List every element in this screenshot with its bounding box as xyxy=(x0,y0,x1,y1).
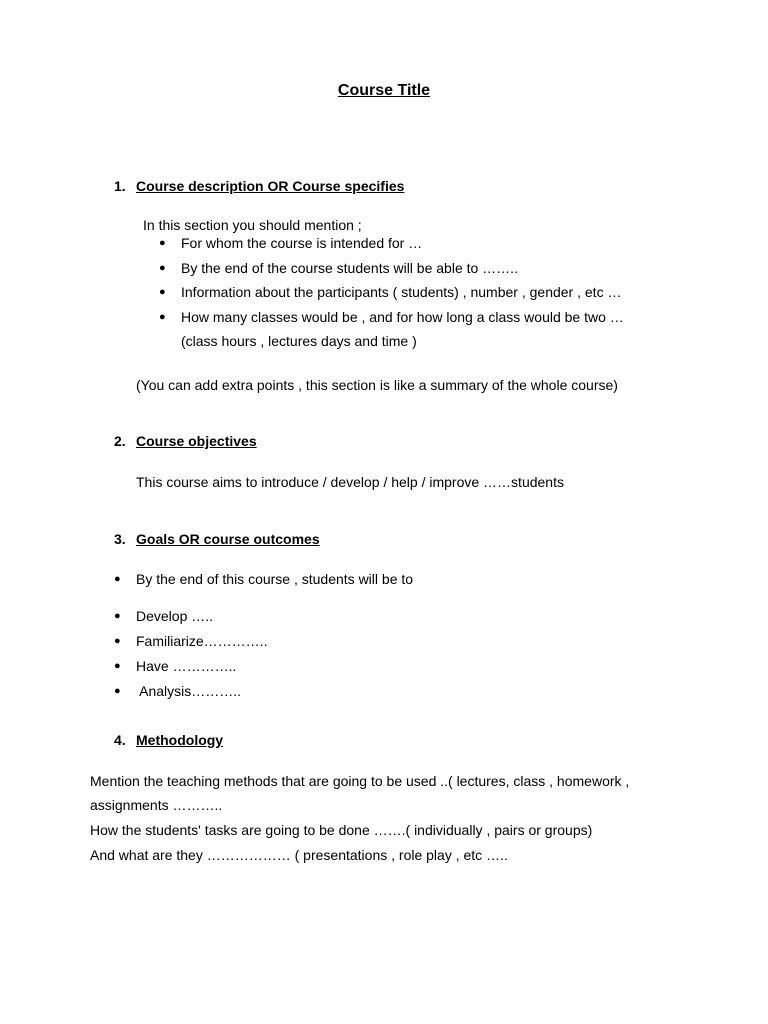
bullet-icon: ● xyxy=(159,237,166,249)
section-heading-text: Goals OR course outcomes xyxy=(136,531,320,547)
section-heading-text: Methodology xyxy=(136,732,224,748)
methodology-line: assignments ……….. xyxy=(90,797,223,813)
bullet-continuation: (class hours , lectures days and time ) xyxy=(181,333,417,349)
section-number: 2. xyxy=(114,433,126,449)
bullet-icon: ● xyxy=(159,311,166,323)
methodology-line: Mention the teaching methods that are going to be used ..( lectures, class , homework , xyxy=(90,773,630,789)
bullet-icon: ● xyxy=(159,286,166,298)
section-heading-text: Course description OR Course specifies xyxy=(136,178,405,194)
bullet-icon: ● xyxy=(114,635,121,647)
methodology-line: How the students' tasks are going to be done …….( individually , pairs or groups) xyxy=(90,822,593,838)
page-title xyxy=(0,82,768,100)
section-number: 4. xyxy=(114,732,126,748)
section-1-note: (You can add extra points , this section is like a summary of the whole course) xyxy=(136,377,618,393)
section-1-intro: In this section you should mention ; xyxy=(143,217,362,233)
bullet-icon: ● xyxy=(114,660,121,672)
section-number: 3. xyxy=(114,531,126,547)
bullet-icon: ● xyxy=(114,610,121,622)
document-page: Course Title 1. Course description OR Course specifies In this section you should mention ; ● For whom the course is intended for … ● By the end of the course students will be able to …….. ● Information about the participants ( students) , number , gender , etc … ● How many classes would be , and for how long a class would be two … (class hours , lectures days and time ) (You can add extra points , this section is like a summary of the whole course) 2. Course objectives This course aims to introduce / develop / help / improve ……students 3. Goals OR course outcomes ● By the end of this course , students will be to ● Develop ….. ● Familiarize………….. ● Have ………….. ● Analysis……….. 4. Methodology Mention the teaching methods that are going to be used ..( lectures, class , homework , assignments ……….. How the students' tasks are going to be done …….( individually , pairs or groups) And what are they ……………… ( presentations , role play , etc ….. xyxy=(0,0,768,1024)
section-2-body: This course aims to introduce / develop / help / improve ……students xyxy=(136,474,564,490)
bullet-icon: ● xyxy=(159,262,166,274)
bullet-icon: ● xyxy=(114,685,121,697)
bullet-icon: ● xyxy=(114,573,121,585)
methodology-line: And what are they ……………… ( presentations , role play , etc ….. xyxy=(90,847,508,863)
section-number: 1. xyxy=(114,178,126,194)
section-heading-text: Course objectives xyxy=(136,433,257,449)
title-text: Course Title xyxy=(337,82,431,99)
